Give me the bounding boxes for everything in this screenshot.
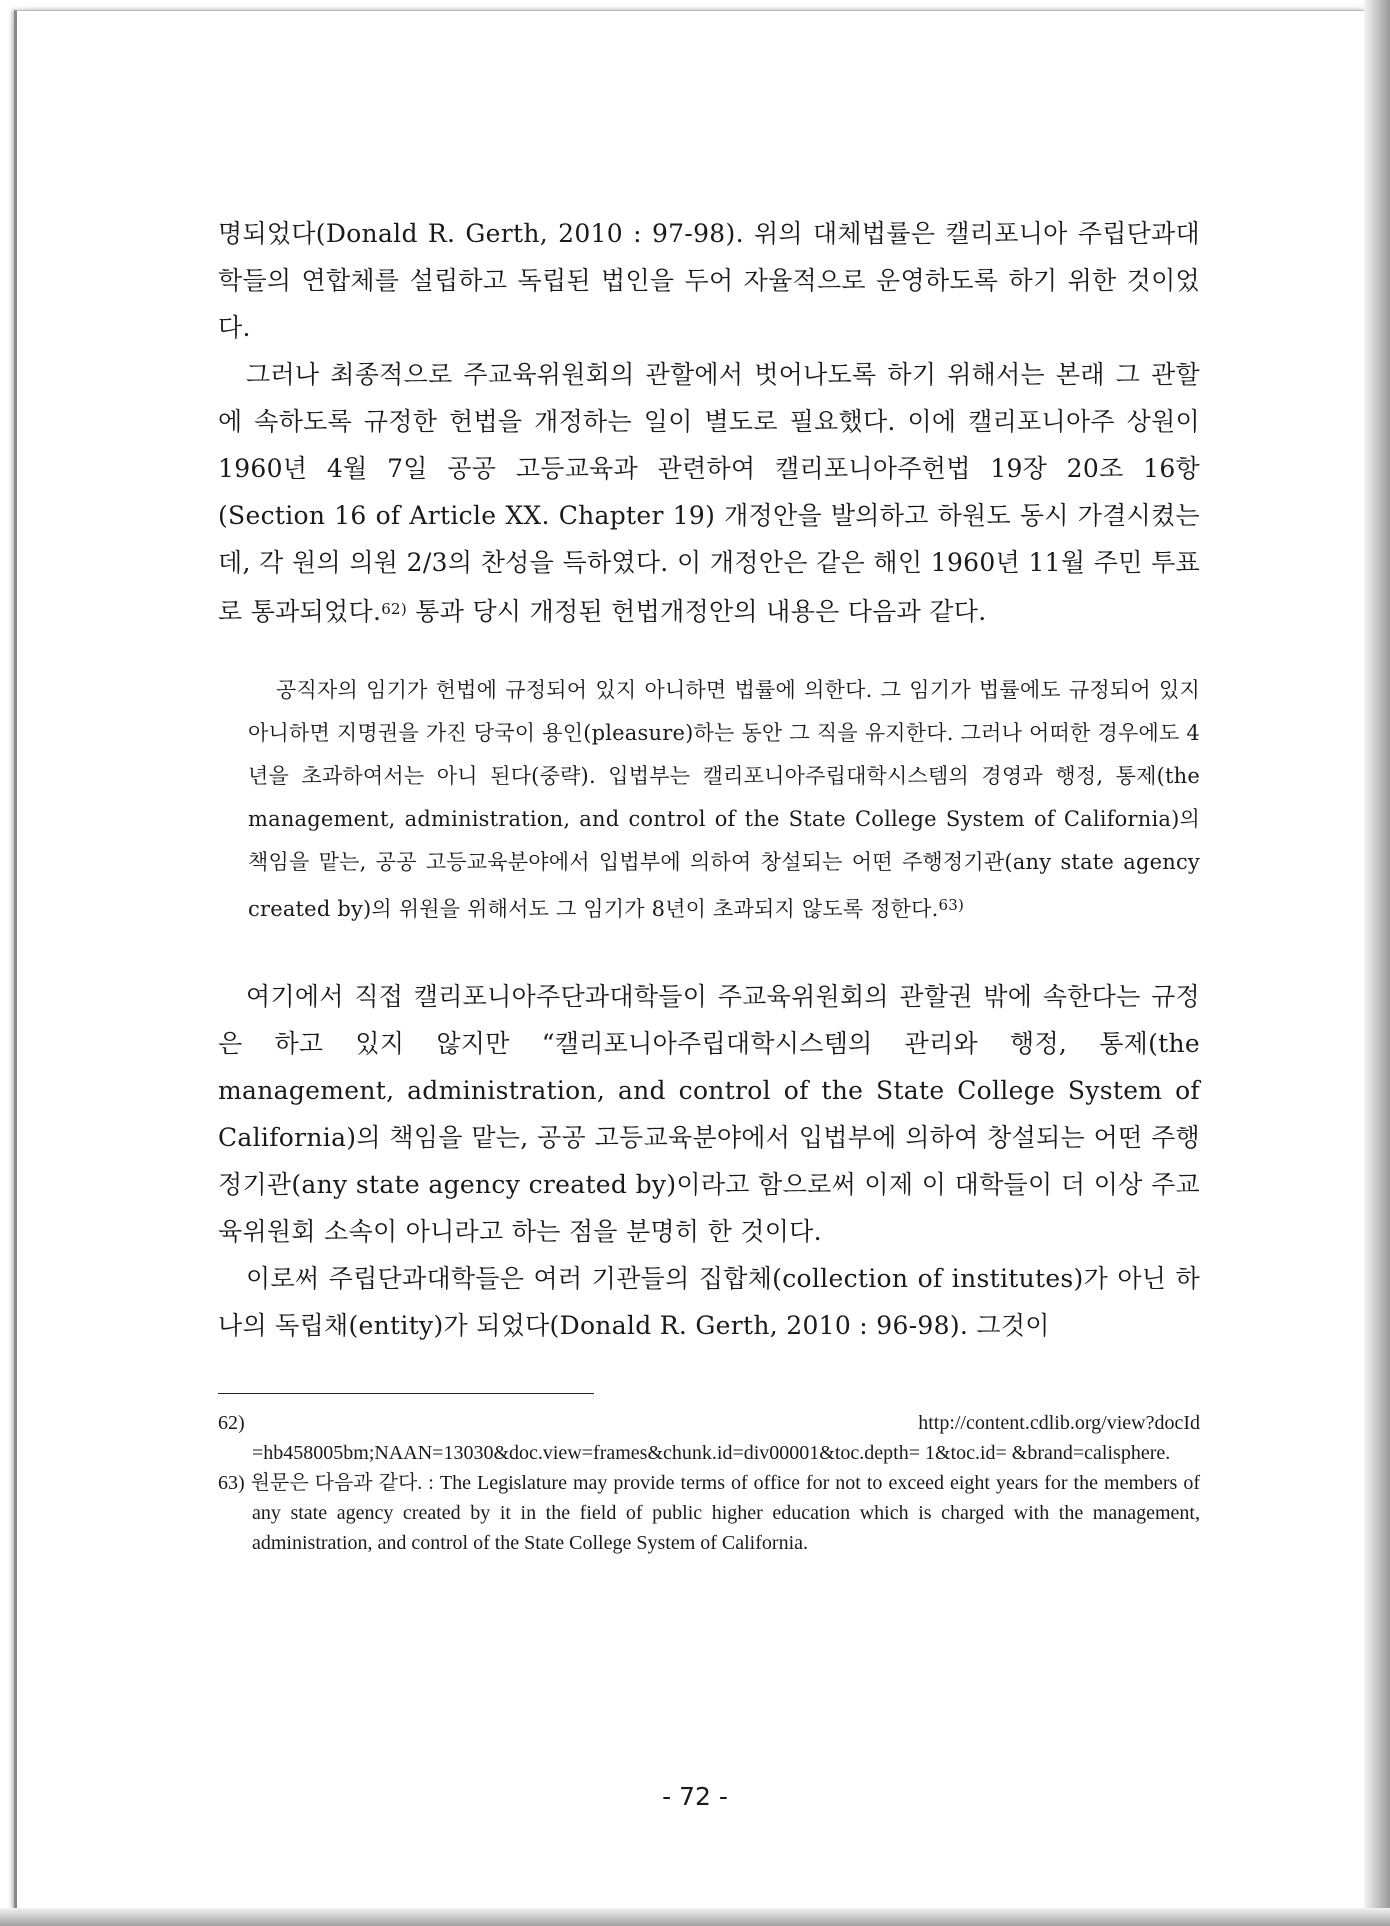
- paragraph-1: 명되었다(Donald R. Gerth, 2010 : 97-98). 위의 대체법률은 캘리포니아 주립단과대학들의 연합체를 설립하고 독립된 법인을 두어 자율적으로 운영하도록 하기 위한 것이었다.: [218, 219, 1200, 342]
- page-edge-shadow-bottom: [0, 1908, 1390, 1926]
- footnote-ref-62: 62): [381, 600, 408, 618]
- page-body: [218, 210, 1200, 1558]
- footnote-63: 63) 원문은 다음과 같다. : The Legislature may provide terms of office for not to exceed eight years for the members of any state agency created by it in the field of public higher education which is charged with the management, administration, and control of the State College System of California.: [218, 1472, 1200, 1554]
- page-edge-shadow-right: [1364, 0, 1390, 1926]
- paragraph-3: 여기에서 직접 캘리포니아주단과대학들이 주교육위원회의 관할권 밖에 속한다는 규정은 하고 있지 않지만 “캘리포니아주립대학시스템의 관리와 행정, 통제(the management, administration, and control of the State College System of California)의 책임을 맡는, 공공 고등교육분야에서 입법부에 의하여 창설되는 어떤 주행정기관(any state agency created by)이라고 함으로써 이제 이 대학들이 더 이상 주교육위원회 소속이 아니라고 하는 점을 분명히 한 것이다.: [218, 982, 1200, 1246]
- paragraph-2-text-end: 통과 당시 개정된 헌법개정안의 내용은 다음과 같다.: [407, 597, 987, 626]
- paragraph-4: 이로써 주립단과대학들은 여러 기관들의 집합체(collection of institutes)가 아닌 하나의 독립채(entity)가 되었다(Donald R. Gerth, 2010 : 96-98). 그것이: [218, 1264, 1200, 1340]
- block-quote-body: [248, 669, 1200, 931]
- paragraph-2: [218, 351, 1200, 635]
- footnote-62: 62) http://content.cdlib.org/view?docId =hb458005bm;NAAN=13030&doc.view=frames&chunk.id=div00001&toc.depth= 1&toc.id= &brand=calisphere.: [218, 1412, 1200, 1464]
- footnote-ref-63: 63): [938, 896, 965, 914]
- paragraph-2-text: 그러나 최종적으로 주교육위원회의 관할에서 벗어나도록 하기 위해서는 본래 그 관할에 속하도록 규정한 헌법을 개정하는 일이 별도로 필요했다. 이에 캘리포니아주 상원이 1960년 4월 7일 공공 고등교육과 관련하여 캘리포니아주헌법 19장 20조 16항(Section 16 of Article XX. Chapter 19) 개정안을 발의하고 하원도 동시 가결시켰는데, 각 원의 의원 2/3의 찬성을 득하였다. 이 개정안은 같은 해인 1960년 11월 주민 투표로 통과되었다.: [218, 360, 1200, 626]
- footnote-divider: [218, 1393, 594, 1394]
- page-number: - 72 -: [662, 1782, 728, 1811]
- block-quote: [218, 669, 1200, 931]
- block-quote-text: 공직자의 임기가 헌법에 규정되어 있지 아니하면 법률에 의한다. 그 임기가 법률에도 규정되어 있지 아니하면 지명권을 가진 당국이 용인(pleasure)하는 동안 그 직을 유지한다. 그러나 어떠한 경우에도 4년을 초과하여서는 아니 된다(중략). 입법부는 캘리포니아주립대학시스템의 경영과 행정, 통제(the management, administration, and control of the State College System of California)의 책임을 맡는, 공공 고등교육분야에서 입법부에 의하여 창설되는 어떤 주행정기관(any state agency created by)의 위원을 위해서도 그 임기가 8년이 초과되지 않도록 정한다.: [248, 678, 1200, 921]
